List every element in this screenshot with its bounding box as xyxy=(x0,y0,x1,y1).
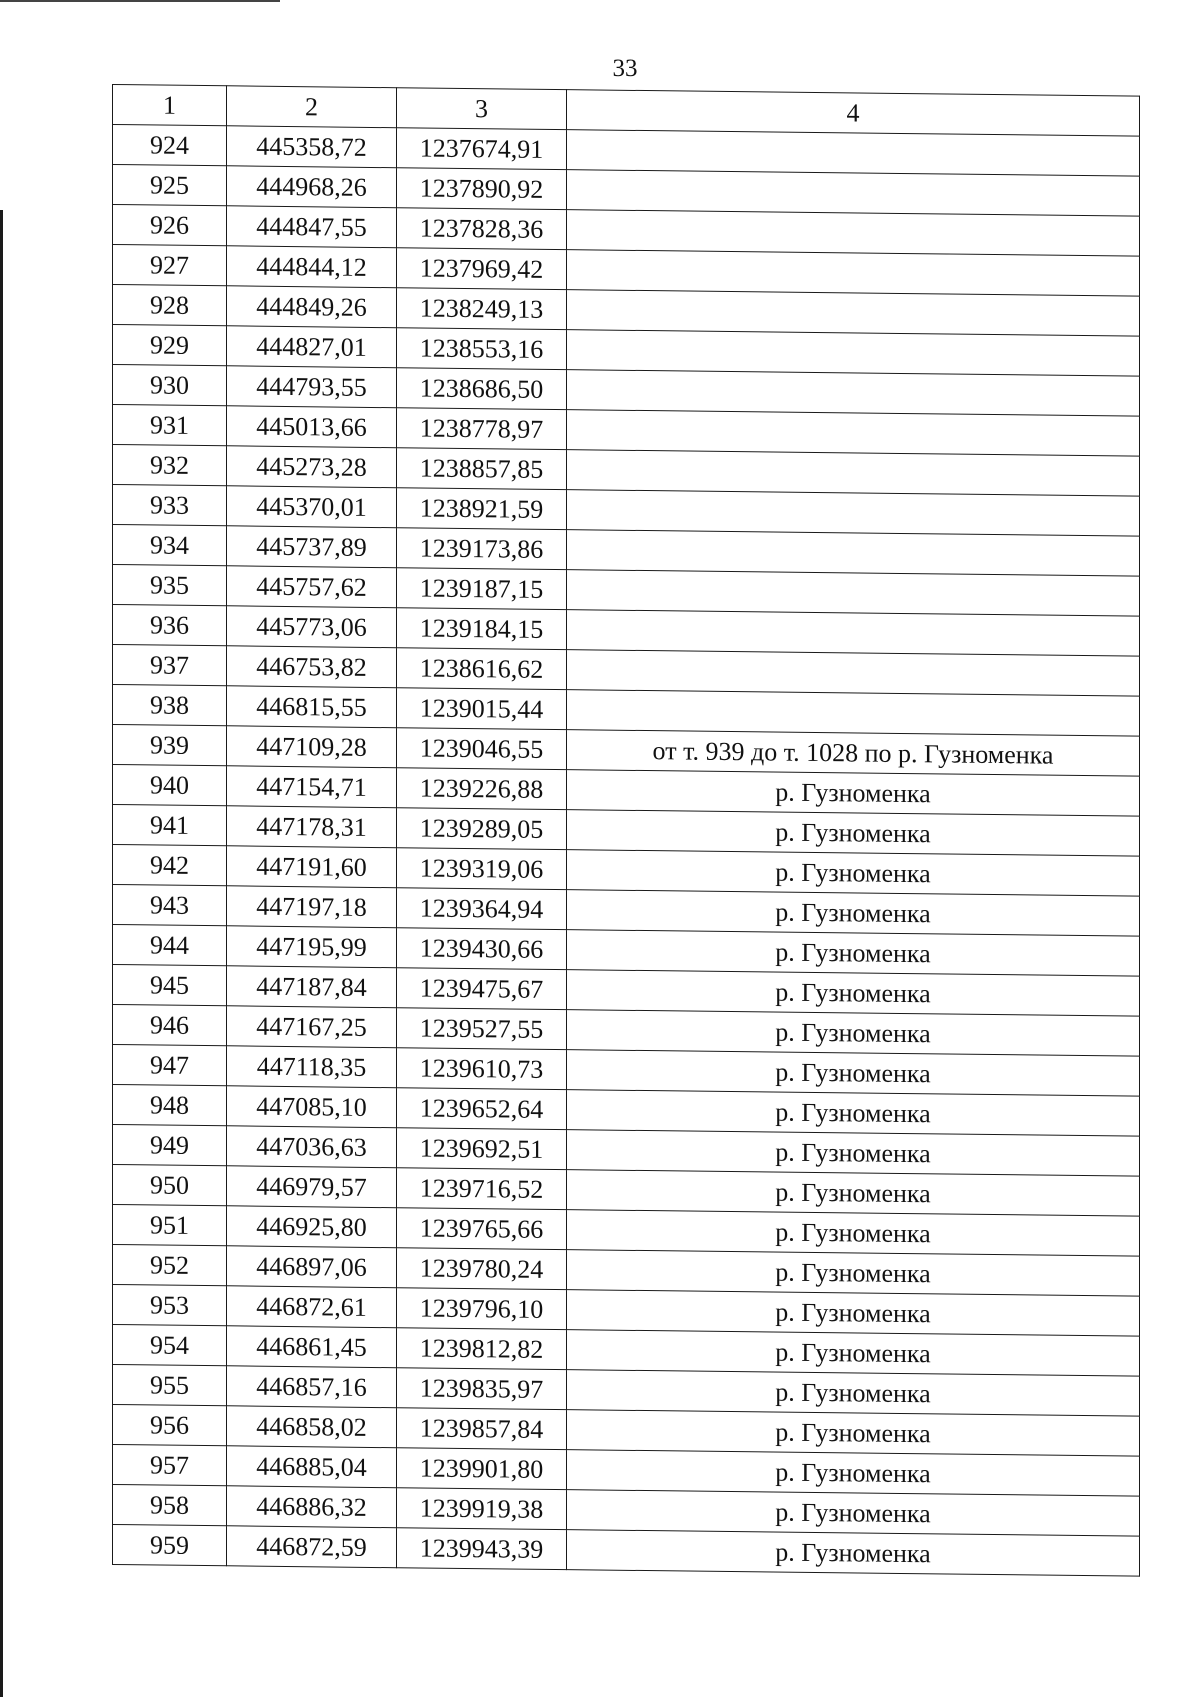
description-cell xyxy=(567,530,1140,577)
point-number-cell: 926 xyxy=(113,205,227,246)
y-coordinate-cell: 1237969,42 xyxy=(397,248,567,290)
description-cell xyxy=(567,290,1140,337)
y-coordinate-cell: 1239173,86 xyxy=(397,528,567,570)
x-coordinate-cell: 447191,60 xyxy=(227,846,397,888)
y-coordinate-cell: 1239364,94 xyxy=(397,888,567,930)
y-coordinate-cell: 1239430,66 xyxy=(397,928,567,970)
y-coordinate-cell: 1239857,84 xyxy=(397,1408,567,1450)
description-cell xyxy=(567,170,1140,217)
point-number-cell: 959 xyxy=(113,1525,227,1566)
y-coordinate-cell: 1239780,24 xyxy=(397,1248,567,1290)
x-coordinate-cell: 447109,28 xyxy=(227,726,397,768)
x-coordinate-cell: 444968,26 xyxy=(227,166,397,208)
x-coordinate-cell: 447187,84 xyxy=(227,966,397,1008)
point-number-cell: 924 xyxy=(113,125,227,166)
y-coordinate-cell: 1239046,55 xyxy=(397,728,567,770)
point-number-cell: 941 xyxy=(113,805,227,846)
description-cell: р. Гузноменка xyxy=(567,1290,1140,1337)
y-coordinate-cell: 1238857,85 xyxy=(397,448,567,490)
y-coordinate-cell: 1239184,15 xyxy=(397,608,567,650)
y-coordinate-cell: 1239610,73 xyxy=(397,1048,567,1090)
y-coordinate-cell: 1237890,92 xyxy=(397,168,567,210)
x-coordinate-cell: 445273,28 xyxy=(227,446,397,488)
y-coordinate-cell: 1239015,44 xyxy=(397,688,567,730)
x-coordinate-cell: 446979,57 xyxy=(227,1166,397,1208)
x-coordinate-cell: 447036,63 xyxy=(227,1126,397,1168)
description-cell xyxy=(567,650,1140,697)
point-number-cell: 928 xyxy=(113,285,227,326)
y-coordinate-cell: 1239319,06 xyxy=(397,848,567,890)
x-coordinate-cell: 444849,26 xyxy=(227,286,397,328)
point-number-cell: 952 xyxy=(113,1245,227,1286)
x-coordinate-cell: 447085,10 xyxy=(227,1086,397,1128)
point-number-cell: 942 xyxy=(113,845,227,886)
point-number-cell: 950 xyxy=(113,1165,227,1206)
header-col-3: 3 xyxy=(397,88,567,130)
x-coordinate-cell: 446872,61 xyxy=(227,1286,397,1328)
x-coordinate-cell: 445757,62 xyxy=(227,566,397,608)
description-cell: р. Гузноменка xyxy=(567,1010,1140,1057)
x-coordinate-cell: 444844,12 xyxy=(227,246,397,288)
point-number-cell: 938 xyxy=(113,685,227,726)
point-number-cell: 958 xyxy=(113,1485,227,1526)
y-coordinate-cell: 1239716,52 xyxy=(397,1168,567,1210)
y-coordinate-cell: 1237674,91 xyxy=(397,128,567,170)
description-cell xyxy=(567,210,1140,257)
description-cell: р. Гузноменка xyxy=(567,970,1140,1017)
x-coordinate-cell: 446815,55 xyxy=(227,686,397,728)
description-cell: р. Гузноменка xyxy=(567,1450,1140,1497)
point-number-cell: 947 xyxy=(113,1045,227,1086)
x-coordinate-cell: 447118,35 xyxy=(227,1046,397,1088)
y-coordinate-cell: 1239943,39 xyxy=(397,1528,567,1570)
point-number-cell: 955 xyxy=(113,1365,227,1406)
y-coordinate-cell: 1238778,97 xyxy=(397,408,567,450)
header-col-2: 2 xyxy=(227,86,397,128)
x-coordinate-cell: 446885,04 xyxy=(227,1446,397,1488)
description-cell xyxy=(567,450,1140,497)
point-number-cell: 944 xyxy=(113,925,227,966)
point-number-cell: 948 xyxy=(113,1085,227,1126)
x-coordinate-cell: 446897,06 xyxy=(227,1246,397,1288)
x-coordinate-cell: 444827,01 xyxy=(227,326,397,368)
point-number-cell: 936 xyxy=(113,605,227,646)
point-number-cell: 946 xyxy=(113,1005,227,1046)
point-number-cell: 929 xyxy=(113,325,227,366)
description-cell: р. Гузноменка xyxy=(567,1490,1140,1537)
description-cell: р. Гузноменка xyxy=(567,890,1140,937)
header-col-1: 1 xyxy=(113,85,227,126)
x-coordinate-cell: 446857,16 xyxy=(227,1366,397,1408)
point-number-cell: 949 xyxy=(113,1125,227,1166)
description-cell xyxy=(567,370,1140,417)
point-number-cell: 932 xyxy=(113,445,227,486)
description-cell: р. Гузноменка xyxy=(567,1050,1140,1097)
x-coordinate-cell: 447178,31 xyxy=(227,806,397,848)
coordinates-table-container xyxy=(112,84,1139,1568)
x-coordinate-cell: 445358,72 xyxy=(227,126,397,168)
x-coordinate-cell: 445013,66 xyxy=(227,406,397,448)
point-number-cell: 956 xyxy=(113,1405,227,1446)
y-coordinate-cell: 1239796,10 xyxy=(397,1288,567,1330)
description-cell xyxy=(567,330,1140,377)
y-coordinate-cell: 1239901,80 xyxy=(397,1448,567,1490)
description-cell xyxy=(567,570,1140,617)
page-number: 33 xyxy=(612,55,638,82)
point-number-cell: 931 xyxy=(113,405,227,446)
y-coordinate-cell: 1239187,15 xyxy=(397,568,567,610)
point-number-cell: 957 xyxy=(113,1445,227,1486)
description-cell: р. Гузноменка xyxy=(567,1090,1140,1137)
description-cell: р. Гузноменка xyxy=(567,1330,1140,1377)
point-number-cell: 934 xyxy=(113,525,227,566)
description-cell xyxy=(567,490,1140,537)
coordinates-table xyxy=(112,84,1140,1577)
description-cell: р. Гузноменка xyxy=(567,1250,1140,1297)
scan-edge-top xyxy=(0,0,280,2)
x-coordinate-cell: 446872,59 xyxy=(227,1526,397,1568)
point-number-cell: 930 xyxy=(113,365,227,406)
x-coordinate-cell: 446925,80 xyxy=(227,1206,397,1248)
y-coordinate-cell: 1239527,55 xyxy=(397,1008,567,1050)
y-coordinate-cell: 1238616,62 xyxy=(397,648,567,690)
y-coordinate-cell: 1239765,66 xyxy=(397,1208,567,1250)
description-cell: р. Гузноменка xyxy=(567,1130,1140,1177)
description-cell xyxy=(567,250,1140,297)
y-coordinate-cell: 1237828,36 xyxy=(397,208,567,250)
header-col-4: 4 xyxy=(567,90,1140,137)
description-cell xyxy=(567,410,1140,457)
y-coordinate-cell: 1238249,13 xyxy=(397,288,567,330)
description-cell xyxy=(567,690,1140,737)
description-cell: р. Гузноменка xyxy=(567,930,1140,977)
point-number-cell: 953 xyxy=(113,1285,227,1326)
y-coordinate-cell: 1239652,64 xyxy=(397,1088,567,1130)
point-number-cell: 927 xyxy=(113,245,227,286)
x-coordinate-cell: 445370,01 xyxy=(227,486,397,528)
point-number-cell: 933 xyxy=(113,485,227,526)
x-coordinate-cell: 444847,55 xyxy=(227,206,397,248)
y-coordinate-cell: 1239919,38 xyxy=(397,1488,567,1530)
y-coordinate-cell: 1239835,97 xyxy=(397,1368,567,1410)
y-coordinate-cell: 1239812,82 xyxy=(397,1328,567,1370)
point-number-cell: 937 xyxy=(113,645,227,686)
scan-edge-left xyxy=(0,210,3,1697)
description-cell xyxy=(567,130,1140,177)
point-number-cell: 939 xyxy=(113,725,227,766)
x-coordinate-cell: 446861,45 xyxy=(227,1326,397,1368)
point-number-cell: 954 xyxy=(113,1325,227,1366)
description-cell: р. Гузноменка xyxy=(567,850,1140,897)
description-cell xyxy=(567,610,1140,657)
description-cell: р. Гузноменка xyxy=(567,770,1140,817)
description-cell: р. Гузноменка xyxy=(567,1530,1140,1577)
x-coordinate-cell: 445773,06 xyxy=(227,606,397,648)
y-coordinate-cell: 1238921,59 xyxy=(397,488,567,530)
point-number-cell: 945 xyxy=(113,965,227,1006)
point-number-cell: 951 xyxy=(113,1205,227,1246)
y-coordinate-cell: 1239692,51 xyxy=(397,1128,567,1170)
point-number-cell: 925 xyxy=(113,165,227,206)
point-number-cell: 943 xyxy=(113,885,227,926)
x-coordinate-cell: 445737,89 xyxy=(227,526,397,568)
y-coordinate-cell: 1239226,88 xyxy=(397,768,567,810)
x-coordinate-cell: 447197,18 xyxy=(227,886,397,928)
point-number-cell: 935 xyxy=(113,565,227,606)
y-coordinate-cell: 1238686,50 xyxy=(397,368,567,410)
description-cell: р. Гузноменка xyxy=(567,1210,1140,1257)
x-coordinate-cell: 446753,82 xyxy=(227,646,397,688)
x-coordinate-cell: 447195,99 xyxy=(227,926,397,968)
x-coordinate-cell: 446886,32 xyxy=(227,1486,397,1528)
y-coordinate-cell: 1238553,16 xyxy=(397,328,567,370)
description-cell: р. Гузноменка xyxy=(567,1370,1140,1417)
point-number-cell: 940 xyxy=(113,765,227,806)
table-body xyxy=(113,125,1140,1577)
y-coordinate-cell: 1239475,67 xyxy=(397,968,567,1010)
description-cell: от т. 939 до т. 1028 по р. Гузноменка xyxy=(567,730,1140,777)
description-cell: р. Гузноменка xyxy=(567,1410,1140,1457)
x-coordinate-cell: 447154,71 xyxy=(227,766,397,808)
description-cell: р. Гузноменка xyxy=(567,1170,1140,1217)
x-coordinate-cell: 444793,55 xyxy=(227,366,397,408)
x-coordinate-cell: 446858,02 xyxy=(227,1406,397,1448)
y-coordinate-cell: 1239289,05 xyxy=(397,808,567,850)
x-coordinate-cell: 447167,25 xyxy=(227,1006,397,1048)
description-cell: р. Гузноменка xyxy=(567,810,1140,857)
